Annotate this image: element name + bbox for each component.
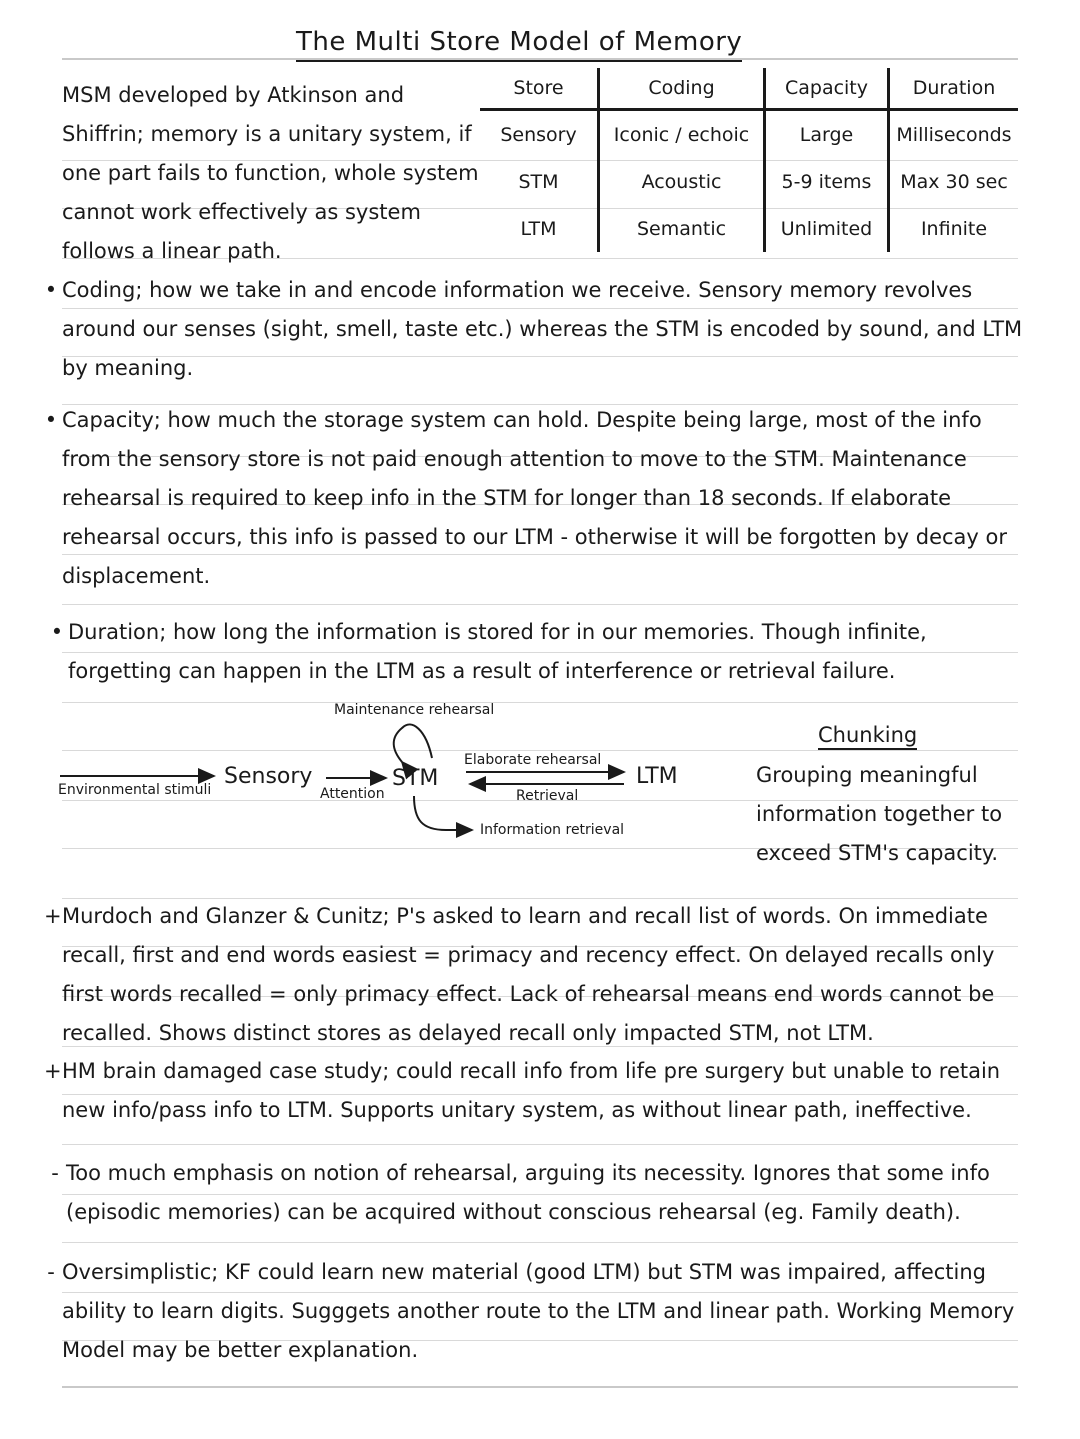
- node-stm: STM: [392, 766, 439, 791]
- table-cell: LTM: [520, 217, 557, 240]
- table-header-row: [480, 68, 1018, 110]
- table-cell: Semantic: [599, 205, 765, 252]
- table-row: [480, 110, 1018, 159]
- rule-line: [62, 1144, 1018, 1145]
- table-header-cell: Store: [480, 68, 599, 110]
- note-duration: [50, 613, 1018, 691]
- note-text: Coding; how we take in and encode information we receive. Sensory memory revolves around our senses (sight, smell, taste etc.) whereas the STM is encoded by sound, and LTM by meaning.: [62, 278, 1023, 380]
- table-header-cell: Capacity: [765, 68, 889, 110]
- table-cell: Acoustic: [599, 158, 765, 205]
- table-cell: Infinite: [889, 205, 1019, 252]
- evaluation-text: HM brain damaged case study; could recall info from life pre surgery but unable to retain new info/pass info to LTM. Supports unitary system, as without linear path, ineffective.: [62, 1059, 1001, 1122]
- rule-line: [62, 1386, 1018, 1388]
- table-header-cell: Duration: [889, 68, 1019, 110]
- evaluation-weakness: [47, 1253, 1032, 1370]
- plus-mark: +: [44, 1059, 62, 1083]
- bullet-mark: •: [50, 620, 64, 644]
- table-cell: 5-9 items: [765, 158, 889, 205]
- chunking-title: Chunking: [818, 722, 917, 750]
- table-cell: Max 30 sec: [889, 158, 1019, 205]
- bullet-mark: •: [44, 408, 58, 432]
- label-attention: Attention: [320, 786, 385, 802]
- table-cell: Sensory: [500, 123, 577, 146]
- label-elaborate-rehearsal: Elaborate rehearsal: [464, 752, 602, 768]
- arrow-maintenance-loop: [394, 725, 432, 762]
- rule-line: [62, 1242, 1018, 1243]
- table-cell: Iconic / echoic: [599, 110, 765, 159]
- evaluation-text: Oversimplistic; KF could learn new material (good LTM) but STM was impaired, affecting ability to learn digits. Sugggets another route to the LTM and linear path. Working Memory Model may be better explanation.: [62, 1260, 1015, 1362]
- table-cell: Unlimited: [765, 205, 889, 252]
- table-cell: STM: [518, 170, 559, 193]
- label-maintenance-rehearsal: Maintenance rehearsal: [334, 702, 495, 718]
- chunking-text: Grouping meaningful information together to exceed STM's capacity.: [756, 763, 1003, 865]
- note-capacity: [44, 401, 1032, 596]
- note-text: Capacity; how much the storage system can hold. Despite being large, most of the info from the sensory store is not paid enough attention to move to the STM. Maintenance rehearsal is required to keep info in the STM for longer than 18 seconds. If elaborate rehearsal occurs, this info is passed to our LTM - otherwise it will be forgotten by decay or displacement.: [62, 408, 1007, 588]
- evaluation-weakness: [51, 1154, 1022, 1232]
- table-header-cell: Coding: [599, 68, 765, 110]
- table-cell: Large: [765, 110, 889, 159]
- label-information-retrieval: Information retrieval: [480, 822, 625, 838]
- plus-mark: +: [44, 904, 62, 928]
- evaluation-strength: [44, 1052, 1032, 1130]
- node-ltm: LTM: [636, 764, 678, 789]
- evaluation-text: Too much emphasis on notion of rehearsal, arguing its necessity. Ignores that some info (episodic memories) can be acquired without conscious rehearsal (eg. Family death).: [66, 1161, 990, 1224]
- intro-paragraph: MSM developed by Atkinson and Shiffrin; memory is a unitary system, if one part fails to function, whole system cannot work effectively as system follows a linear path.: [62, 83, 479, 263]
- table-row: [480, 158, 1018, 205]
- rule-line: [62, 604, 1018, 605]
- memory-stores-table: [480, 68, 1018, 252]
- page-title: The Multi Store Model of Memory: [296, 24, 742, 62]
- minus-mark: -: [51, 1161, 59, 1185]
- evaluation-strength: [44, 897, 1032, 1053]
- label-environmental-stimuli: Environmental stimuli: [58, 782, 212, 798]
- bullet-mark: •: [44, 278, 58, 302]
- note-text: Duration; how long the information is stored for in our memories. Though infinite, forgetting can happen in the LTM as a result of interference or retrieval failure.: [68, 620, 927, 683]
- table-cell: Milliseconds: [889, 110, 1019, 159]
- label-retrieval: Retrieval: [516, 788, 579, 804]
- arrow-information-retrieval: [414, 796, 472, 830]
- node-sensory: Sensory: [224, 764, 313, 789]
- evaluation-text: Murdoch and Glanzer & Cunitz; P's asked to learn and recall list of words. On immediate recall, first and end words easiest = primacy and recency effect. On delayed recalls only first words recalled = only primacy effect. Lack of rehearsal means end words cannot be recalled. Shows distinct stores as delayed recall only impacted STM, not LTM.: [62, 904, 995, 1045]
- note-coding: [44, 271, 1032, 388]
- table-row: [480, 205, 1018, 252]
- minus-mark: -: [47, 1260, 55, 1284]
